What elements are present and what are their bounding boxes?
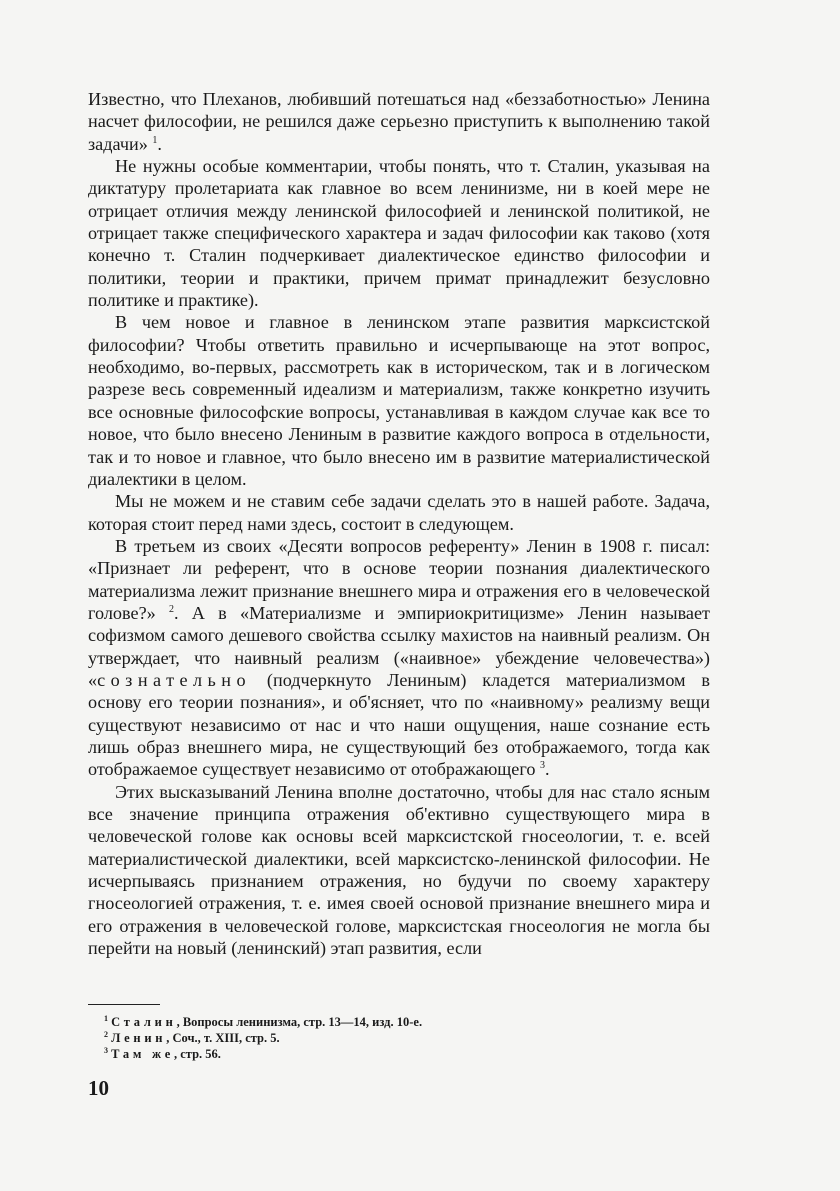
text-run: В третьем из своих «Десяти вопросов референту» Ленин в 1908 г. писал: «Признает ли референт, что в основе теории познания диалектического материализма лежит признание внешнего мира и отражения его в человеческой голове?»: [88, 535, 710, 623]
footnote-text: , стр. 56.: [174, 1047, 221, 1061]
paragraph: [88, 88, 710, 155]
text-run: . А в «Материализме и эмпириокритицизме» Ленин называет софизмом самого дешевого свойства ссылку махистов на наивный реализм. Он утверждает, что наивный реализм («наивное» убеждение человечества») «: [88, 602, 711, 690]
text-run: .: [545, 759, 550, 780]
footnote: [104, 1014, 704, 1030]
text-run: Не нужны особые комментарии, чтобы понять, что т. Сталин, указывая на диктатуру пролетариата как главное во всем ленинизме, ни в коей мере не отрицает отличия между ленинской философией и ленинской политикой, не отрицает также специфического характера и задач философии как таково (хотя конечно т. Сталин подчеркивает диалектическое единство философии и политики, теории и практики, причем примат принадлежит безусловно политике и практике).: [88, 156, 710, 311]
footnote-separator: [88, 1004, 160, 1005]
text-run: Известно, что Плеханов, любивший потешаться над «беззаботностью» Ленина насчет философии, не решился даже серьезно приступить к выполнению такой задачи»: [88, 89, 710, 154]
text-run: .: [157, 133, 162, 154]
footnote-ref: 2: [169, 603, 174, 615]
text-run: В чем новое и главное в ленинском этапе развития марксистской философии? Чтобы ответить правильно и исчерпывающе на этот вопрос, необходимо, во-первых, рассмотреть как в историческом, так и в логическом разрезе весь современный идеализм и материализм, также конкретно изучить все основные философские вопросы, устанавливая в каждом случае как все то новое, что было внесено Лениным в развитие каждого вопроса в отдельности, так и то новое и главное, что было внесено им в развитие материалистической диалектики в целом.: [88, 312, 710, 489]
footnote: [104, 1030, 704, 1046]
paragraph: [88, 490, 710, 535]
footnote-text: , Вопросы ленинизма, стр. 13—14, изд. 10-е.: [176, 1015, 423, 1029]
footnote-number: 3: [104, 1045, 108, 1055]
paragraph: [88, 535, 710, 781]
text-run: Этих высказываний Ленина вполне достаточно, чтобы для нас стало ясным все значение принципа отражения об'ективно существующего мира в человеческой голове как основы всей марксистской гносеологии, т. е. всей материалистической диалектики, всей марксистско-ленинской философии. Не исчерпываясь признанием отражения, но будучи по своему характеру гносеологией отражения, т. е. имея своей основой признание внешнего мира и его отражения в человеческой голове, марксистская гносеология не могла бы перейти на новый (ленинский) этап развития, если: [88, 781, 710, 959]
footnote-text: , Соч., т. XIII, стр. 5.: [166, 1031, 280, 1045]
footnote-author: Сталин: [111, 1015, 177, 1029]
text-run: Мы не можем и не ставим себе задачи сделать это в нашей работе. Задача, которая стоит перед нами здесь, состоит в следующем.: [88, 491, 710, 534]
text-run: (подчеркнуто Лениным) кладется материализмом в основу его теории познания», и об'ясняет, что по «наивному» реализму вещи существуют независимо от нас и что наши ощущения, наше сознание есть лишь образ внешнего мира, не существующий без отображаемого, тогда как отображаемое существует независимо от отображающего: [88, 669, 710, 780]
paragraph: [88, 781, 710, 960]
paragraph: [88, 155, 710, 311]
footnote: [104, 1046, 704, 1062]
footnote-ref: 3: [540, 760, 546, 772]
spaced-emphasis: сознательно: [97, 669, 252, 690]
page-number: 10: [88, 1076, 109, 1100]
footnote-number: 2: [104, 1029, 108, 1039]
footnote-ref: 1: [152, 134, 158, 146]
footnotes: [104, 1014, 704, 1062]
body-text: [88, 88, 710, 959]
footnote-number: 1: [104, 1013, 108, 1023]
paragraph: [88, 311, 710, 490]
footnote-author: Там же: [111, 1047, 174, 1061]
footnote-author: Ленин: [111, 1031, 167, 1045]
